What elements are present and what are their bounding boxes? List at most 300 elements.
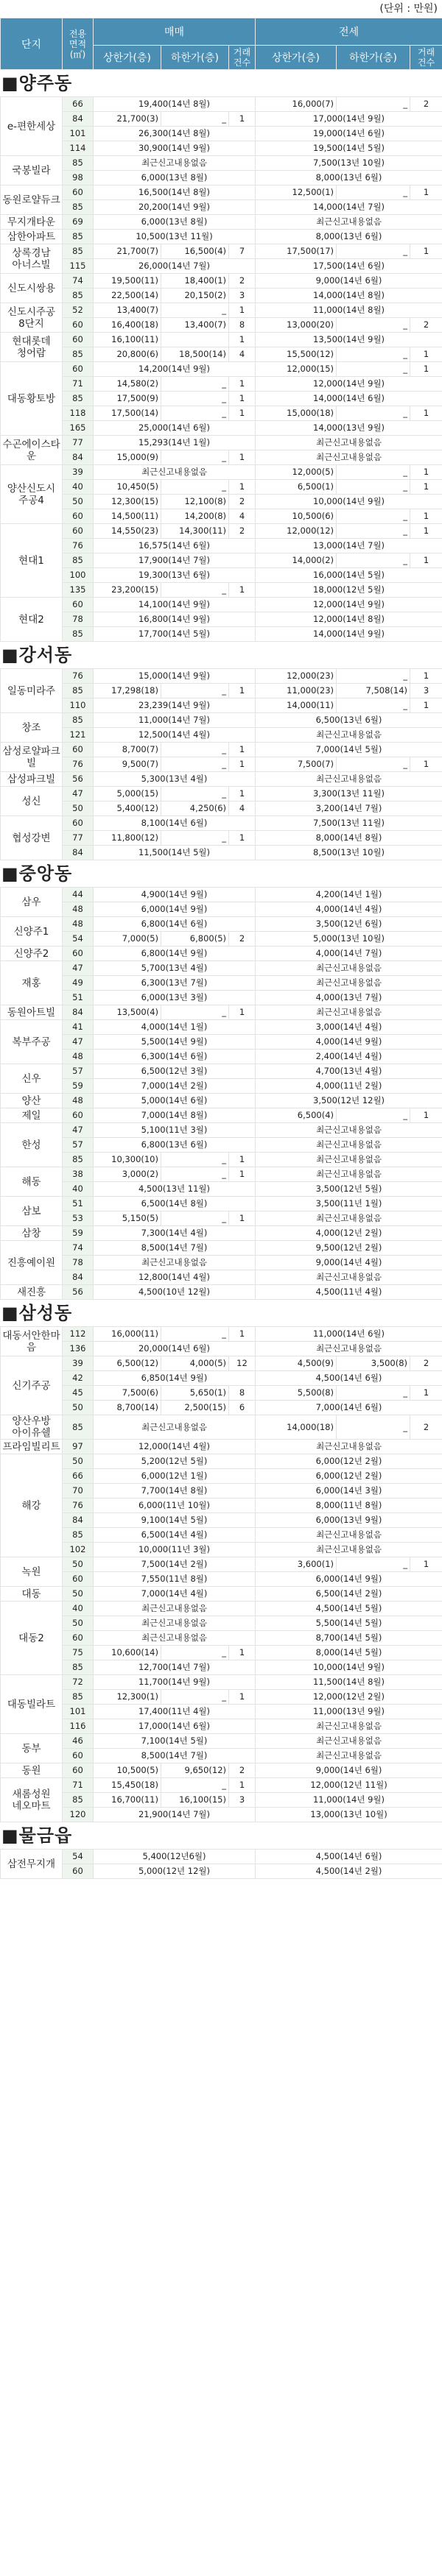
table-row: [1, 244, 442, 259]
area-cell: 48: [63, 1094, 94, 1108]
area-cell: 46: [63, 1734, 94, 1749]
sale-count: 8: [229, 1386, 256, 1401]
complex-name: 국봉빌라: [1, 156, 63, 185]
sale-value: 10,000(11년 3월): [94, 1543, 256, 1557]
sale-value: 20,200(14년 9월): [94, 200, 256, 215]
table-row: [1, 1356, 442, 1371]
table-row: [1, 1285, 442, 1300]
rent-count: 3: [410, 684, 442, 698]
table-row: [1, 1197, 442, 1211]
rent-value: 최근신고내용없음: [256, 1719, 442, 1734]
header-sale-count: 거래 건수: [229, 46, 256, 70]
area-cell: 85: [63, 244, 94, 259]
sale-value: 6,000(13년 3월): [94, 991, 256, 1005]
complex-name: 신도시주공 8단지: [1, 303, 63, 333]
area-cell: 76: [63, 757, 94, 772]
sale-value: 15,293(14년 1월): [94, 436, 256, 450]
sale-count: 1: [229, 333, 256, 347]
sale-low: _: [161, 787, 229, 802]
section-table: [0, 96, 442, 642]
table-row: [1, 377, 442, 392]
table-row: [1, 917, 442, 932]
area-cell: 84: [63, 112, 94, 127]
sale-value: 16,500(14년 8월): [94, 185, 256, 200]
area-cell: 60: [63, 185, 94, 200]
rent-high: 7,500(7): [256, 757, 337, 772]
sale-high: 5,400(12): [94, 802, 161, 816]
sale-low: 2,500(15): [161, 1401, 229, 1415]
sale-value: 최근신고내용없음: [94, 1616, 256, 1631]
rent-high: 17,500(17): [256, 244, 337, 259]
complex-name: 녹원: [1, 1557, 63, 1587]
header-rent-low: 하한가(층): [337, 46, 410, 70]
sale-count: 8: [229, 318, 256, 333]
area-cell: 38: [63, 1167, 94, 1182]
sale-value: 6,500(14년 8월): [94, 1197, 256, 1211]
header-sale-high: 상한가(층): [94, 46, 161, 70]
sale-value: 최근신고내용없음: [94, 1256, 256, 1270]
area-cell: 50: [63, 1557, 94, 1572]
table-row: [1, 1864, 442, 1879]
area-cell: 112: [63, 1327, 94, 1342]
table-row: [1, 802, 442, 816]
table-row: [1, 200, 442, 215]
table-row: [1, 1675, 442, 1690]
area-cell: 120: [63, 1808, 94, 1822]
rent-value: 14,000(13년 9월): [256, 421, 442, 436]
table-row: [1, 1543, 442, 1557]
sale-low: 14,300(11): [161, 524, 229, 539]
rent-value: 7,500(13년 10월): [256, 156, 442, 171]
area-cell: 85: [63, 1153, 94, 1167]
sale-high: 10,500(5): [94, 1763, 161, 1778]
area-cell: 135: [63, 583, 94, 598]
sale-value: 5,300(13년 4월): [94, 772, 256, 787]
table-row: [1, 318, 442, 333]
header-rent-high: 상한가(층): [256, 46, 337, 70]
complex-name: 해강: [1, 1454, 63, 1557]
rent-value: 7,000(14년 6월): [256, 1401, 442, 1415]
area-cell: 78: [63, 612, 94, 627]
area-cell: 39: [63, 1356, 94, 1371]
area-cell: 39: [63, 465, 94, 480]
rent-value: 12,000(12년 2월): [256, 1690, 442, 1705]
complex-name: 삼창: [1, 1226, 63, 1241]
rent-value: 최근신고내용없음: [256, 450, 442, 465]
sale-low: 20,150(2): [161, 289, 229, 303]
rent-value: 14,000(14년 7월): [256, 200, 442, 215]
area-cell: 40: [63, 480, 94, 495]
sale-value: 11,000(14년 7월): [94, 713, 256, 728]
sale-value: 8,500(14년 7월): [94, 1241, 256, 1256]
rent-count: 2: [410, 97, 442, 112]
rent-low: _: [337, 185, 410, 200]
area-cell: 60: [63, 362, 94, 377]
area-cell: 85: [63, 684, 94, 698]
table-row: [1, 961, 442, 976]
rent-value: 4,500(14년 6월): [256, 1850, 442, 1864]
rent-value: 4,000(14년 4월): [256, 902, 442, 917]
area-cell: 84: [63, 450, 94, 465]
area-cell: 60: [63, 509, 94, 524]
rent-count: 1: [410, 406, 442, 421]
rent-value: 최근신고내용없음: [256, 1528, 442, 1543]
sale-value: 26,300(14년 8월): [94, 127, 256, 141]
table-row: [1, 406, 442, 421]
complex-name: 한성: [1, 1123, 63, 1167]
rent-value: 16,000(14년 5월): [256, 568, 442, 583]
area-cell: 72: [63, 1675, 94, 1690]
sale-low: 12,100(8): [161, 495, 229, 509]
sale-low: _: [161, 1646, 229, 1660]
sale-high: 23,200(15): [94, 583, 161, 598]
table-row: [1, 1705, 442, 1719]
table-row: [1, 1108, 442, 1123]
table-row: [1, 1513, 442, 1528]
rent-value: 최근신고내용없음: [256, 1153, 442, 1167]
sale-value: 5,100(11년 3월): [94, 1123, 256, 1138]
rent-value: 6,500(14년 2월): [256, 1587, 442, 1602]
sale-count: 2: [229, 495, 256, 509]
area-cell: 85: [63, 553, 94, 568]
table-row: [1, 1557, 442, 1572]
sale-low: _: [161, 831, 229, 846]
sale-value: 5,000(14년 6월): [94, 1094, 256, 1108]
sale-low: _: [161, 1690, 229, 1705]
area-cell: 48: [63, 902, 94, 917]
rent-value: 14,000(14년 8월): [256, 289, 442, 303]
sale-high: 11,800(12): [94, 831, 161, 846]
sale-count: 1: [229, 1690, 256, 1705]
rent-count: 2: [410, 1415, 442, 1440]
sale-value: 4,500(13년 11월): [94, 1182, 256, 1197]
sale-count: 1: [229, 787, 256, 802]
table-row: [1, 1498, 442, 1513]
sale-high: 17,500(9): [94, 392, 161, 406]
table-row: [1, 1270, 442, 1285]
complex-name: 대동: [1, 1587, 63, 1602]
rent-value: 8,000(14년 5월): [256, 1646, 442, 1660]
rent-value: 8,000(14년 8월): [256, 831, 442, 846]
area-cell: 50: [63, 1616, 94, 1631]
area-cell: 60: [63, 1749, 94, 1763]
rent-value: 13,500(14년 9월): [256, 333, 442, 347]
complex-name: 신기주공: [1, 1356, 63, 1415]
sale-value: 5,200(12년 5월): [94, 1454, 256, 1469]
rent-high: 12,000(5): [256, 465, 337, 480]
rent-high: 6,500(1): [256, 480, 337, 495]
rent-value: 6,500(13년 6월): [256, 713, 442, 728]
area-cell: 74: [63, 1241, 94, 1256]
area-cell: 77: [63, 831, 94, 846]
table-row: [1, 1256, 442, 1270]
area-cell: 118: [63, 406, 94, 421]
rent-count: 1: [410, 244, 442, 259]
rent-count: 1: [410, 1108, 442, 1123]
complex-name: 제일: [1, 1108, 63, 1123]
sale-count: 1: [229, 377, 256, 392]
rent-high: 14,000(2): [256, 553, 337, 568]
sale-high: 5,000(15): [94, 787, 161, 802]
complex-name: 양산신도시 주공4: [1, 465, 63, 524]
rent-value: 4,000(14년 7월): [256, 946, 442, 961]
rent-high: 3,600(1): [256, 1557, 337, 1572]
rent-low: _: [337, 318, 410, 333]
area-cell: 71: [63, 1778, 94, 1793]
complex-name: 대동빌라트: [1, 1675, 63, 1734]
rent-value: 4,000(11년 2월): [256, 1079, 442, 1094]
area-cell: 85: [63, 1528, 94, 1543]
sale-low: 18,500(14): [161, 347, 229, 362]
sale-value: 20,000(14년 6월): [94, 1342, 256, 1356]
rent-value: 11,000(13년 9월): [256, 1705, 442, 1719]
complex-name: 일동미라주: [1, 669, 63, 713]
complex-name: 동부: [1, 1734, 63, 1763]
sale-low: _: [161, 1005, 229, 1020]
complex-name: 대동2: [1, 1602, 63, 1675]
sale-count: 2: [229, 1763, 256, 1778]
area-cell: 121: [63, 728, 94, 743]
sale-high: 16,400(18): [94, 318, 161, 333]
table-row: [1, 1050, 442, 1064]
area-cell: 76: [63, 539, 94, 553]
table-row: [1, 539, 442, 553]
rent-value: 최근신고내용없음: [256, 1749, 442, 1763]
table-row: [1, 1342, 442, 1356]
sale-high: 14,500(11): [94, 509, 161, 524]
complex-name: 무지개타운: [1, 215, 63, 230]
rent-low: _: [337, 244, 410, 259]
rent-value: 3,000(14년 4월): [256, 1020, 442, 1035]
sale-count: 1: [229, 684, 256, 698]
sale-count: 3: [229, 1793, 256, 1808]
complex-name: 동원로얄듀크: [1, 185, 63, 215]
section-table: [0, 1326, 442, 1822]
complex-name: 창조: [1, 713, 63, 743]
sale-value: 7,500(14년 2월): [94, 1557, 256, 1572]
area-cell: 51: [63, 1197, 94, 1211]
rent-count: 1: [410, 185, 442, 200]
rent-high: 10,500(6): [256, 509, 337, 524]
sale-value: 10,500(13년 11월): [94, 230, 256, 244]
area-cell: 136: [63, 1342, 94, 1356]
table-row: [1, 112, 442, 127]
rent-low: _: [337, 1386, 410, 1401]
table-row: [1, 362, 442, 377]
rent-high: 5,500(8): [256, 1386, 337, 1401]
table-row: [1, 1528, 442, 1543]
table-row: [1, 1401, 442, 1415]
area-cell: 59: [63, 1226, 94, 1241]
sale-value: 16,575(14년 6월): [94, 539, 256, 553]
rent-count: 1: [410, 465, 442, 480]
rent-value: 8,000(11년 8월): [256, 1498, 442, 1513]
rent-value: 9,000(14년 6월): [256, 274, 442, 289]
area-cell: 50: [63, 1454, 94, 1469]
sale-value: 6,800(14년 9월): [94, 946, 256, 961]
sale-value: 11,500(14년 5월): [94, 846, 256, 860]
sale-low: 18,400(1): [161, 274, 229, 289]
rent-value: 3,500(12년 12월): [256, 1094, 442, 1108]
section-table: [0, 887, 442, 1300]
sale-value: 4,900(14년 9월): [94, 888, 256, 902]
area-cell: 66: [63, 1469, 94, 1484]
area-cell: 78: [63, 1256, 94, 1270]
sale-value: 6,800(13년 6월): [94, 1138, 256, 1153]
area-cell: 47: [63, 787, 94, 802]
rent-value: 최근신고내용없음: [256, 1543, 442, 1557]
sale-low: _: [161, 1778, 229, 1793]
sale-low: _: [161, 112, 229, 127]
complex-name: 삼보: [1, 1197, 63, 1226]
area-cell: 54: [63, 932, 94, 946]
rent-value: 6,000(14년 9월): [256, 1572, 442, 1587]
area-cell: 69: [63, 215, 94, 230]
table-row: [1, 902, 442, 917]
sale-value: 12,500(14년 4월): [94, 728, 256, 743]
sale-value: 21,900(14년 7월): [94, 1808, 256, 1822]
area-cell: 59: [63, 1079, 94, 1094]
sale-count: 6: [229, 1401, 256, 1415]
sale-high: 19,500(11): [94, 274, 161, 289]
table-row: [1, 347, 442, 362]
area-cell: 42: [63, 1371, 94, 1386]
rent-count: 2: [410, 1356, 442, 1371]
sale-value: 5,000(12년 12월): [94, 1864, 256, 1879]
rent-count: 1: [410, 757, 442, 772]
sale-value: 7,000(14년 2월): [94, 1079, 256, 1094]
rent-low: _: [337, 669, 410, 684]
section-title: ■강서동: [1, 645, 73, 665]
sections-container: [0, 70, 442, 1879]
complex-name: 양산: [1, 1094, 63, 1108]
sale-low: [161, 333, 229, 347]
area-cell: 56: [63, 1285, 94, 1300]
sale-value: 17,400(11년 4월): [94, 1705, 256, 1719]
table-row: [1, 1094, 442, 1108]
area-cell: 71: [63, 377, 94, 392]
rent-value: 최근신고내용없음: [256, 1005, 442, 1020]
sale-low: _: [161, 583, 229, 598]
sale-value: 12,700(14년 7월): [94, 1660, 256, 1675]
rent-high: 12,000(15): [256, 362, 337, 377]
table-row: [1, 230, 442, 244]
table-row: [1, 1587, 442, 1602]
area-cell: 85: [63, 1690, 94, 1705]
rent-count: 1: [410, 1386, 442, 1401]
sale-count: 2: [229, 524, 256, 539]
table-row: [1, 333, 442, 347]
sale-value: 12,000(14년 4월): [94, 1440, 256, 1454]
area-cell: 75: [63, 1646, 94, 1660]
area-cell: 85: [63, 156, 94, 171]
sale-high: 21,700(3): [94, 112, 161, 127]
table-row: [1, 465, 442, 480]
rent-low: _: [337, 362, 410, 377]
table-row: [1, 1371, 442, 1386]
sale-high: 10,450(5): [94, 480, 161, 495]
sale-value: 7,000(14년 4월): [94, 1587, 256, 1602]
table-row: [1, 946, 442, 961]
rent-count: 1: [410, 1557, 442, 1572]
sale-count: 1: [229, 757, 256, 772]
complex-name: 진흥예이원: [1, 1241, 63, 1285]
complex-name: 현대롯데 청어람: [1, 333, 63, 362]
sale-high: 14,550(23): [94, 524, 161, 539]
rent-count: 1: [410, 347, 442, 362]
area-cell: 85: [63, 230, 94, 244]
rent-low: _: [337, 1415, 410, 1440]
area-cell: 85: [63, 347, 94, 362]
sale-low: 4,250(6): [161, 802, 229, 816]
rent-low: _: [337, 406, 410, 421]
sale-high: 21,700(7): [94, 244, 161, 259]
sale-value: 6,850(14년 9월): [94, 1371, 256, 1386]
complex-name: 상록경남 아너스빌: [1, 244, 63, 274]
rent-value: 12,000(14년 8월): [256, 612, 442, 627]
area-cell: 98: [63, 171, 94, 185]
sale-value: 6,000(14년 9월): [94, 902, 256, 917]
table-row: [1, 1572, 442, 1587]
header-sale-low: 하한가(층): [161, 46, 229, 70]
rent-value: 최근신고내용없음: [256, 772, 442, 787]
complex-name: 동원아트빌: [1, 1005, 63, 1020]
sale-value: 17,000(14년 6월): [94, 1719, 256, 1734]
table-row: [1, 1020, 442, 1035]
area-cell: 49: [63, 976, 94, 991]
area-cell: 85: [63, 1415, 94, 1440]
complex-name: 신양주2: [1, 946, 63, 961]
area-cell: 40: [63, 1602, 94, 1616]
rent-count: 1: [410, 362, 442, 377]
table-row: [1, 728, 442, 743]
sale-value: 26,000(14년 7월): [94, 259, 256, 274]
area-cell: 56: [63, 772, 94, 787]
rent-value: 2,400(14년 4월): [256, 1050, 442, 1064]
area-cell: 84: [63, 1005, 94, 1020]
rent-value: 11,000(14년 6월): [256, 1327, 442, 1342]
sale-count: 3: [229, 289, 256, 303]
rent-value: 7,500(13년 11월): [256, 816, 442, 831]
rent-high: 11,000(23): [256, 684, 337, 698]
area-cell: 60: [63, 1108, 94, 1123]
rent-value: 14,000(14년 6월): [256, 392, 442, 406]
rent-value: 최근신고내용없음: [256, 1167, 442, 1182]
table-row: [1, 495, 442, 509]
area-cell: 84: [63, 846, 94, 860]
table-row: [1, 816, 442, 831]
table-row: [1, 141, 442, 156]
sale-value: 최근신고내용없음: [94, 1602, 256, 1616]
sale-high: 17,298(18): [94, 684, 161, 698]
rent-value: 4,200(14년 1월): [256, 888, 442, 902]
area-cell: 60: [63, 1864, 94, 1879]
rent-high: 4,500(9): [256, 1356, 337, 1371]
sale-value: 5,700(13년 4월): [94, 961, 256, 976]
area-cell: 77: [63, 436, 94, 450]
rent-value: 17,000(14년 9월): [256, 112, 442, 127]
area-cell: 60: [63, 743, 94, 757]
complex-name: 수곤에이스타운: [1, 436, 63, 465]
rent-count: 1: [410, 524, 442, 539]
sale-count: 1: [229, 1005, 256, 1020]
table-row: [1, 127, 442, 141]
sale-high: 15,450(18): [94, 1778, 161, 1793]
sale-high: 6,500(12): [94, 1356, 161, 1371]
sale-count: 1: [229, 112, 256, 127]
sale-count: 2: [229, 932, 256, 946]
table-row: [1, 480, 442, 495]
